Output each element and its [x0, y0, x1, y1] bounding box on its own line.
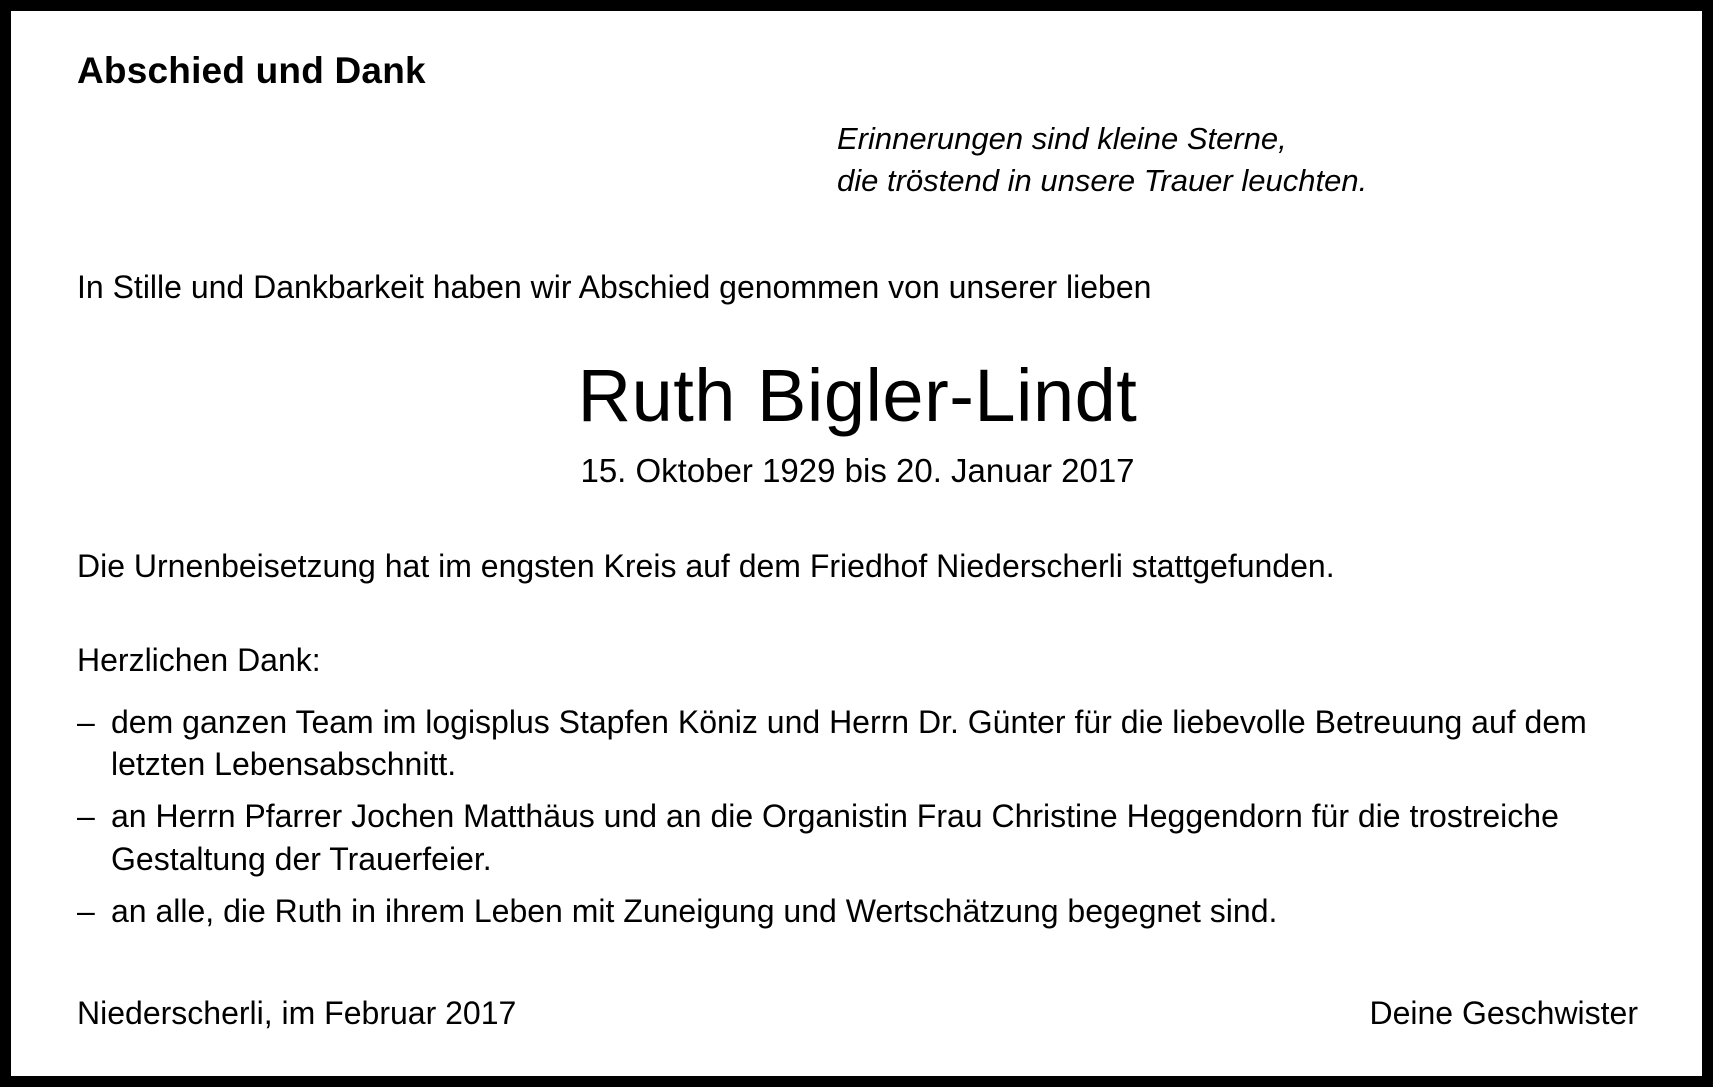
deceased-name: Ruth Bigler-Lindt	[577, 353, 1138, 437]
list-item	[77, 795, 1638, 879]
place-and-date: Niederscherli, im Februar 2017	[77, 995, 517, 1031]
list-item-text: an Herrn Pfarrer Jochen Matthäus und an die Organistin Frau Christine Heggendorn für die trostreiche Gestaltung der Trauerfeier.	[111, 798, 1559, 877]
thanks-list	[77, 701, 1638, 932]
memorial-verse	[837, 118, 1638, 204]
bullet-dash: –	[77, 892, 95, 929]
list-item-text: an alle, die Ruth in ihrem Leben mit Zuneigung und Wertschätzung begegnet sind.	[111, 892, 1278, 929]
page-title: Abschied und Dank	[77, 50, 426, 91]
thanks-label: Herzlichen Dank:	[77, 641, 321, 678]
list-item	[77, 701, 1638, 785]
list-item-text: dem ganzen Team im logisplus Stapfen Köniz und Herrn Dr. Günter für die liebevolle Betreuung auf dem letzten Lebensabschnitt.	[111, 703, 1587, 783]
life-dates: 15. Oktober 1929 bis 20. Januar 2017	[580, 452, 1135, 490]
verse-line-2: die tröstend in unsere Trauer leuchten.	[837, 163, 1368, 199]
intro-text: In Stille und Dankbarkeit haben wir Abschied genommen von unserer lieben	[77, 269, 1152, 306]
verse-line-1: Erinnerungen sind kleine Sterne,	[837, 120, 1287, 156]
obituary-content	[45, 37, 1668, 1056]
signature: Deine Geschwister	[1369, 995, 1638, 1031]
list-item	[77, 890, 1638, 932]
bullet-dash: –	[77, 798, 95, 835]
burial-info: Die Urnenbeisetzung hat im engsten Kreis auf dem Friedhof Niederscherli stattgefunden.	[77, 548, 1335, 585]
bullet-dash: –	[77, 703, 95, 740]
footer	[77, 995, 1638, 1032]
